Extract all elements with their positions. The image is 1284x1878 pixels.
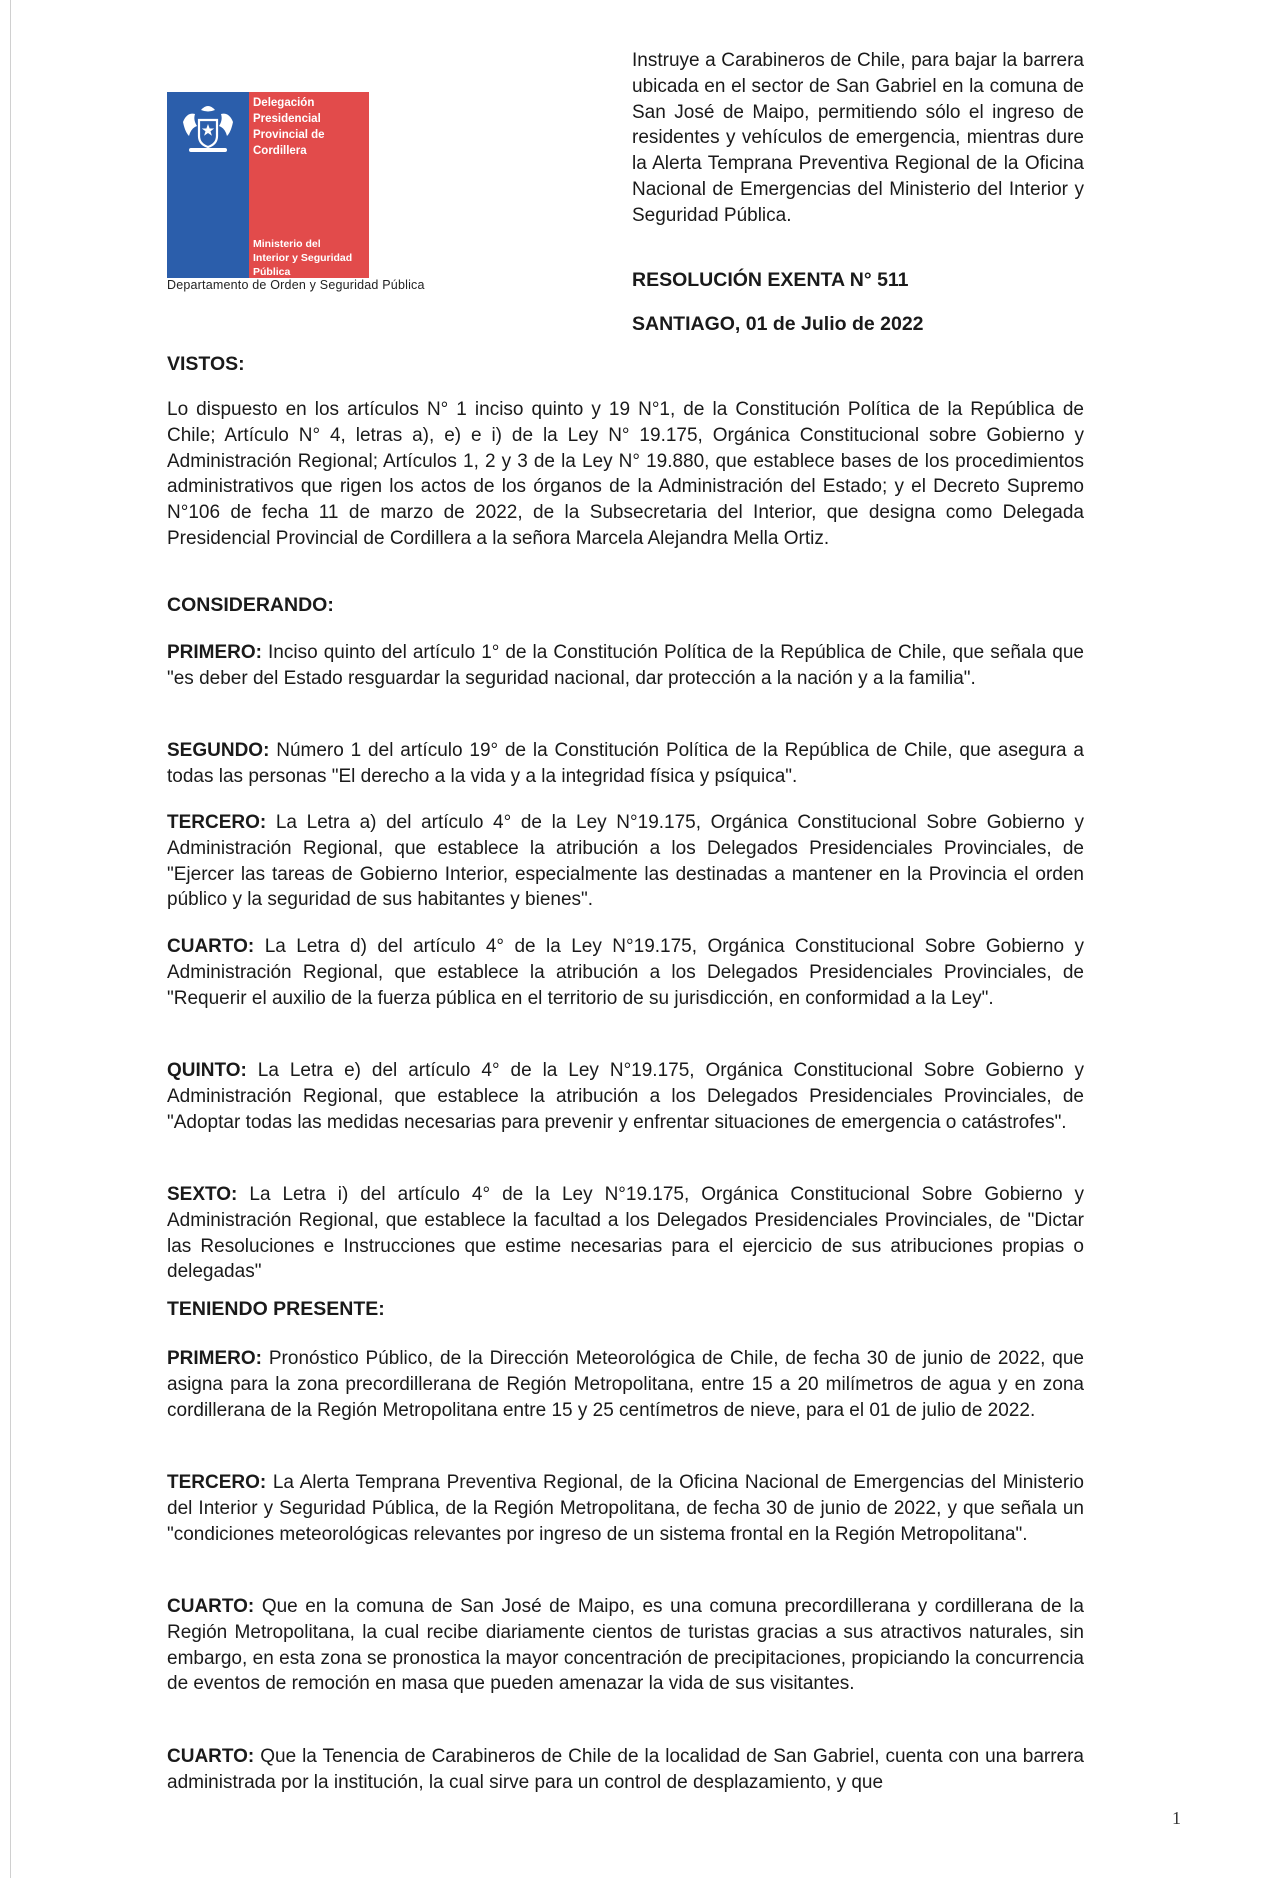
- teniendo-cuarto: [167, 1594, 1084, 1697]
- clause-text: Que en la comuna de San José de Maipo, es una comuna precordillerana y cordillerana de la Región Metropolitana, la cual recibe diariamente cientos de turistas gracias a sus atractivos naturales, sin embargo, en esta zona se pronostica la mayor concentración de precipitaciones, propiciando la concurrencia de eventos de remoción en masa que pueden amenazar la vida de sus visitantes.: [167, 1596, 1084, 1695]
- clause-text: La Alerta Temprana Preventiva Regional, de la Oficina Nacional de Emergencias del Ministerio del Interior y Seguridad Pública, de la Región Metropolitana, de fecha 30 de junio de 2022, y que señala un "condiciones meteorológicas relevantes por ingreso de un sistema frontal en la Región Metropolitana".: [167, 1472, 1084, 1545]
- logo-line-1: Delegación: [253, 97, 315, 109]
- resolution-summary: Instruye a Carabineros de Chile, para bajar la barrera ubicada en el sector de San Gabriel en la comuna de San José de Maipo, permitiendo sólo el ingreso de residentes y vehículos de emergencia, mientras dure la Alerta Temprana Preventiva Regional de la Oficina Nacional de Emergencias del Ministerio del Interior y Seguridad Pública.: [632, 50, 1084, 226]
- considerando-quinto: [167, 1058, 1084, 1135]
- logo-ministry: [253, 237, 367, 279]
- clause-text: La Letra a) del artículo 4° de la Ley N°19.175, Orgánica Constitucional Sobre Gobierno y Administración Regional, que establece la atribución a los Delegados Presidenciales Provinciales, de "Ejercer las tareas de Gobierno Interior, especialmente las destinadas a mantener en la Provincia el orden público y la seguridad de sus habitantes y bienes".: [167, 812, 1084, 911]
- resolution-number: RESOLUCIÓN EXENTA N° 511: [632, 269, 909, 291]
- considerando-primero: [167, 640, 1084, 692]
- clause-label: QUINTO:: [167, 1060, 247, 1081]
- clause-text: La Letra i) del artículo 4° de la Ley N°19.175, Orgánica Constitucional Sobre Gobierno y Administración Regional, que establece la facultad a los Delegados Presidenciales Provinciales, de "Dictar las Resoluciones e Instrucciones que estime necesarias para el ejercicio de sus atribuciones propias o delegadas": [167, 1184, 1084, 1283]
- department-name: Departamento de Orden y Seguridad Pública: [167, 278, 425, 292]
- teniendo-primero: [167, 1346, 1084, 1423]
- teniendo-cuarto-bis: [167, 1744, 1084, 1796]
- logo-line-2: Presidencial: [253, 113, 321, 125]
- clause-label: CUARTO:: [167, 936, 255, 957]
- coat-of-arms-icon: [177, 100, 239, 162]
- clause-text: Pronóstico Público, de la Dirección Meteorológica de Chile, de fecha 30 de junio de 2022, que asigna para la zona precordillerana de Región Metropolitana, entre 15 a 20 milímetros de agua y en zona cordillerana de la Región Metropolitana entre 15 y 25 centímetros de nieve, para el 01 de julio de 2022.: [167, 1348, 1084, 1421]
- logo-line-3: Provincial de: [253, 129, 325, 141]
- place-date: SANTIAGO, 01 de Julio de 2022: [632, 313, 924, 335]
- clause-text: Inciso quinto del artículo 1° de la Constitución Política de la República de Chile, que señala que "es deber del Estado resguardar la seguridad nacional, dar protección a la nación y a la familia".: [167, 642, 1084, 689]
- considerando-segundo: [167, 738, 1084, 790]
- clause-label: CUARTO:: [167, 1596, 255, 1617]
- institution-logo: [167, 92, 369, 278]
- considerando-sexto: [167, 1182, 1084, 1285]
- logo-title: [253, 95, 367, 159]
- considerando-tercero: [167, 810, 1084, 913]
- clause-label: CUARTO:: [167, 1746, 255, 1767]
- clause-text: La Letra e) del artículo 4° de la Ley N°19.175, Orgánica Constitucional Sobre Gobierno y Administración Regional, que establece la atribución a los Delegados Presidenciales Provinciales, de "Adoptar todas las medidas necesarias para prevenir y enfrentar situaciones de emergencia o catástrofes".: [167, 1060, 1084, 1133]
- clause-label: SEGUNDO:: [167, 740, 270, 761]
- clause-label: PRIMERO:: [167, 642, 262, 663]
- clause-label: PRIMERO:: [167, 1348, 262, 1369]
- logo-ministry-2: Interior y Seguridad: [253, 252, 353, 264]
- considerando-cuarto: [167, 934, 1084, 1011]
- vistos-text: Lo dispuesto en los artículos N° 1 inciso quinto y 19 N°1, de la Constitución Política de la República de Chile; Artículo N° 4, letras a), e) e i) de la Ley N° 19.175, Orgánica Constitucional sobre Gobierno y Administración Regional; Artículos 1, 2 y 3 de la Ley N° 19.880, que establece bases de los procedimientos administrativos que rigen los actos de los órganos de la Administración del Estado; y el Decreto Supremo N°106 de fecha 11 de marzo de 2022, de la Subsecretaria del Interior, que designa como Delegada Presidencial Provincial de Cordillera a la señora Marcela Alejandra Mella Ortiz.: [167, 399, 1084, 549]
- considerando-heading: CONSIDERANDO:: [167, 594, 334, 616]
- clause-label: SEXTO:: [167, 1184, 238, 1205]
- vistos-heading: VISTOS:: [167, 353, 245, 375]
- logo-line-4: Cordillera: [253, 145, 307, 157]
- logo-ministry-1: Ministerio del: [253, 238, 321, 250]
- teniendo-heading: TENIENDO PRESENTE:: [167, 1298, 385, 1320]
- clause-text: La Letra d) del artículo 4° de la Ley N°19.175, Orgánica Constitucional Sobre Gobierno y Administración Regional, que establece la atribución a los Delegados Presidenciales Provinciales, de "Requerir el auxilio de la fuerza pública en el territorio de su jurisdicción, en conformidad a la Ley".: [167, 936, 1084, 1009]
- clause-label: TERCERO:: [167, 812, 267, 833]
- page-number: 1: [1172, 1808, 1181, 1828]
- teniendo-tercero: [167, 1470, 1084, 1547]
- clause-label: TERCERO:: [167, 1472, 267, 1493]
- page-edge: [10, 0, 11, 1878]
- clause-text: Que la Tenencia de Carabineros de Chile de la localidad de San Gabriel, cuenta con una barrera administrada por la institución, la cual sirve para un control de desplazamiento, y que: [167, 1746, 1084, 1793]
- clause-text: Número 1 del artículo 19° de la Constitución Política de la República de Chile, que asegura a todas las personas "El derecho a la vida y a la integridad física y psíquica".: [167, 740, 1084, 787]
- logo-ministry-3: Pública: [253, 266, 291, 278]
